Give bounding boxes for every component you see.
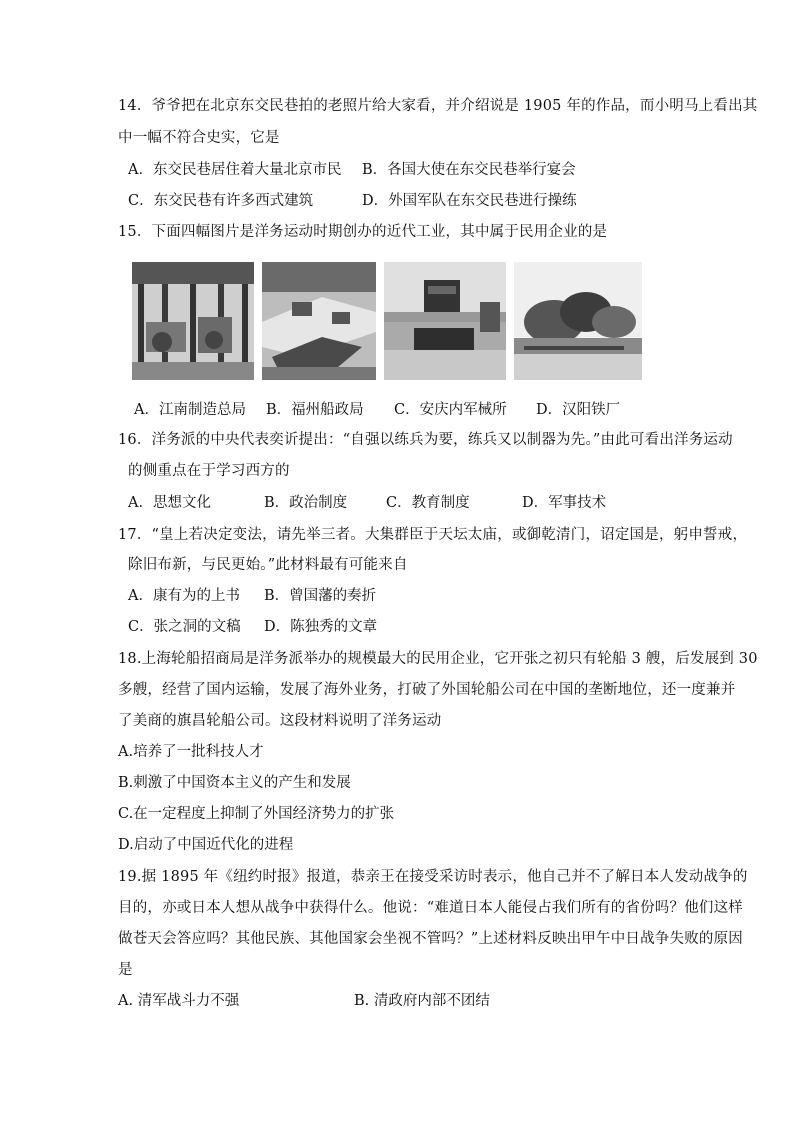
- photo-jiangnan-arsenal: [132, 262, 254, 380]
- photo-fuzhou-shipyard: [262, 262, 376, 380]
- q19-stem-line3: 做苍天会答应吗？其他民族、其他国家会坐视不管吗？”上述材料反映出甲午中日战争失败的原因: [118, 931, 744, 947]
- q16-option-c: C．教育制度: [386, 495, 470, 511]
- q15-option-d: D．汉阳铁厂: [536, 402, 621, 418]
- q18-option-b: B.刺激了中国资本主义的产生和发展: [118, 775, 351, 791]
- q15-stem-line1: 15．下面四幅图片是洋务运动时期创办的近代工业，其中属于民用企业的是: [118, 224, 608, 240]
- q19-stem-line4: 是: [118, 962, 133, 978]
- q17-stem-line2: 除旧布新，与民更始。”此材料最有可能来自: [128, 557, 408, 573]
- q16-option-a: A．思想文化: [128, 495, 211, 511]
- q18-stem-line3: 了美商的旗昌轮船公司。这段材料说明了洋务运动: [118, 713, 442, 729]
- photo-anqing-armory: [384, 262, 506, 380]
- q17-option-b: B．曾国藩的奏折: [264, 588, 377, 604]
- q16-stem-line2: 的侧重点在于学习西方的: [128, 463, 290, 479]
- q15-option-c: C．安庆内军械所: [394, 402, 507, 418]
- q19-option-a: A. 清军战斗力不强: [118, 993, 240, 1009]
- q14-option-a: A．东交民巷居住着大量北京市民: [128, 162, 342, 178]
- q17-stem-line1: 17．“皇上若决定变法，请先举三者。大集群臣于天坛太庙，或御乾清门，诏定国是，躬申誓戒，: [118, 527, 748, 543]
- q18-option-d: D.启动了中国近代化的进程: [118, 837, 294, 853]
- q14-option-d: D．外国军队在东交民巷进行操练: [362, 193, 577, 209]
- q17-option-d: D．陈独秀的文章: [264, 619, 378, 635]
- q15-option-b: B．福州船政局: [266, 402, 364, 418]
- q18-option-c: C.在一定程度上抑制了外国经济势力的扩张: [118, 806, 395, 822]
- q14-stem-line1: 14．爷爷把在北京东交民巷拍的老照片给大家看，并介绍说是 1905 年的作品，而小明马上看出其: [118, 98, 758, 114]
- q16-stem-line1: 16．洋务派的中央代表奕䜣提出：“自强以练兵为要，练兵又以制器为先。”由此可看出洋务运动: [118, 432, 733, 448]
- q17-option-c: C．张之洞的文稿: [128, 619, 241, 635]
- q17-option-a: A．康有为的上书: [128, 588, 240, 604]
- q14-option-b: B．各国大使在东交民巷举行宴会: [362, 162, 576, 178]
- q19-option-b: B. 清政府内部不团结: [354, 993, 490, 1009]
- photo-hanyang-ironworks: [514, 262, 642, 380]
- q18-stem-line1: 18.上海轮船招商局是洋务派举办的规模最大的民用企业，它开张之初只有轮船 3 艘，后发展到 30: [118, 651, 758, 667]
- q16-option-b: B．政治制度: [264, 495, 348, 511]
- q18-option-a: A.培养了一批科技人才: [118, 744, 264, 760]
- q14-option-c: C．东交民巷有许多西式建筑: [128, 193, 314, 209]
- q15-option-a: A．江南制造总局: [134, 402, 246, 418]
- q18-stem-line2: 多艘，经营了国内运输，发展了海外业务，打破了外国轮船公司在中国的垄断地位，还一度兼并: [118, 682, 736, 698]
- q19-stem-line1: 19.据 1895 年《纽约时报》报道，恭亲王在接受采访时表示，他自己并不了解日本人发动战争的: [118, 869, 748, 885]
- q14-stem-line2: 中一幅不符合史实，它是: [118, 130, 280, 146]
- q16-option-d: D．军事技术: [522, 495, 607, 511]
- q19-stem-line2: 目的，亦或日本人想从战争中获得什么。他说：“难道日本人能侵占我们所有的省份吗？他们这样: [118, 900, 744, 916]
